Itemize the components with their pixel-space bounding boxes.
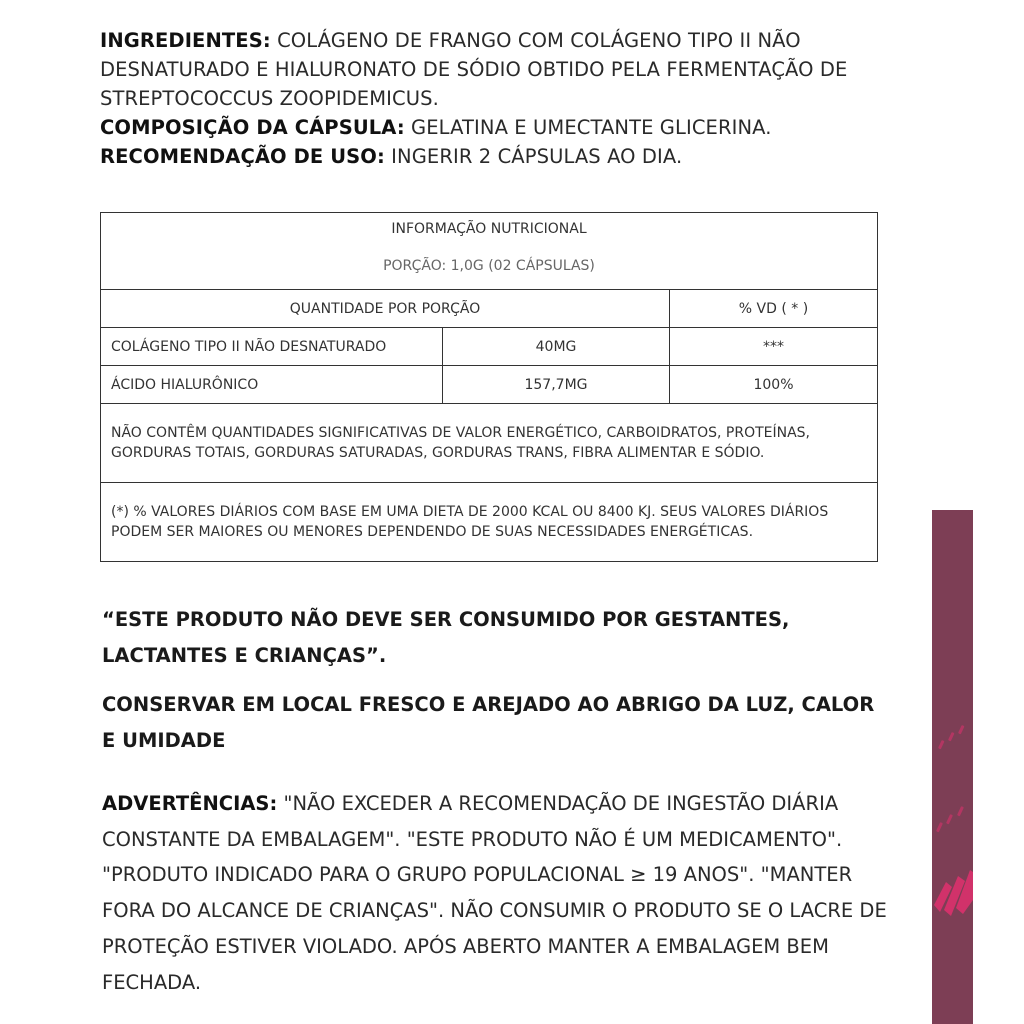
advertencias-paragraph xyxy=(102,786,892,1000)
nutrition-table xyxy=(100,212,878,562)
ingredients-text: COLÁGENO DE FRANGO COM COLÁGENO TIPO II NÃO DESNATURADO E HIALURONATO DE SÓDIO OBTIDO PELA FERMENTAÇÃO DE STREPTOCOCCUS ZOOPIDEMICUS. xyxy=(100,29,848,110)
capsule-text: GELATINA E UMECTANTE GLICERINA. xyxy=(404,116,772,139)
nutrient-amount: 157,7MG xyxy=(443,366,670,404)
brush-strokes-decoration xyxy=(932,510,973,1024)
nutrient-name: COLÁGENO TIPO II NÃO DESNATURADO xyxy=(101,328,443,366)
table-row xyxy=(101,328,878,366)
qty-header: QUANTIDADE POR PORÇÃO xyxy=(101,290,670,328)
capsule-paragraph xyxy=(100,113,880,142)
nonsignificant-note: NÃO CONTÊM QUANTIDADES SIGNIFICATIVAS DE VALOR ENERGÉTICO, CARBOIDRATOS, PROTEÍNAS, GORDURAS TOTAIS, GORDURAS SATURADAS, GORDURAS TRANS, FIBRA ALIMENTAR E SÓDIO. xyxy=(101,404,878,483)
ingredients-paragraph xyxy=(100,26,880,113)
nutrient-vd: *** xyxy=(670,328,878,366)
advertencias-label: ADVERTÊNCIAS: xyxy=(102,792,278,815)
label-info-block xyxy=(100,26,880,171)
decorative-side-bar xyxy=(932,510,973,1024)
nutrition-title: INFORMAÇÃO NUTRICIONAL xyxy=(391,221,587,237)
nutrient-amount: 40MG xyxy=(443,328,670,366)
storage-instructions: CONSERVAR EM LOCAL FRESCO E AREJADO AO ABRIGO DA LUZ, CALOR E UMIDADE xyxy=(102,693,875,752)
pregnancy-warning: “ESTE PRODUTO NÃO DEVE SER CONSUMIDO POR GESTANTES, LACTANTES E CRIANÇAS”. xyxy=(102,608,790,667)
advertencias-text: "NÃO EXCEDER A RECOMENDAÇÃO DE INGESTÃO DIÁRIA CONSTANTE DA EMBALAGEM". "ESTE PRODUTO NÃO É UM MEDICAMENTO". "PRODUTO INDICADO PARA O GRUPO POPULACIONAL ≥ 19 ANOS". "MANTER FORA DO ALCANCE DE CRIANÇAS". NÃO CONSUMIR O PRODUTO SE O LACRE DE PROTEÇÃO ESTIVER VIOLADO. APÓS ABERTO MANTER A EMBALAGEM BEM FECHADA. xyxy=(102,792,887,994)
nutrition-title-cell xyxy=(101,213,878,290)
nutrition-portion: PORÇÃO: 1,0G (02 CÁPSULAS) xyxy=(383,258,595,274)
vd-header: % VD ( * ) xyxy=(670,290,878,328)
usage-paragraph xyxy=(100,142,880,171)
table-row xyxy=(101,366,878,404)
usage-text: INGERIR 2 CÁPSULAS AO DIA. xyxy=(384,145,683,168)
nutrient-name: ÁCIDO HIALURÔNICO xyxy=(101,366,443,404)
ingredients-label: INGREDIENTES: xyxy=(100,29,271,52)
warnings-block xyxy=(102,602,882,759)
capsule-label: COMPOSIÇÃO DA CÁPSULA: xyxy=(100,116,405,139)
daily-values-note: (*) % VALORES DIÁRIOS COM BASE EM UMA DIETA DE 2000 KCAL OU 8400 KJ. SEUS VALORES DIÁRIOS PODEM SER MAIORES OU MENORES DEPENDENDO DE SUAS NECESSIDADES ENERGÉTICAS. xyxy=(101,483,878,562)
usage-label: RECOMENDAÇÃO DE USO: xyxy=(100,145,385,168)
nutrient-vd: 100% xyxy=(670,366,878,404)
